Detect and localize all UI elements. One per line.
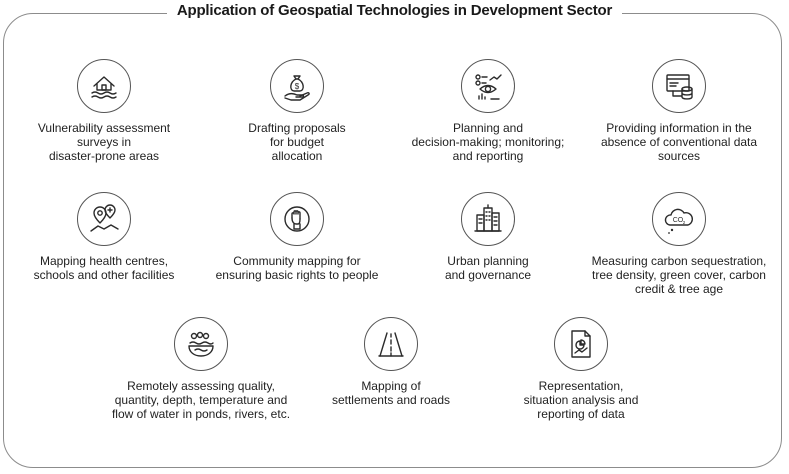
item-urban-planning (393, 192, 583, 282)
item-label: Representation, situation analysis and reporting of data (523, 379, 639, 421)
item-label: Urban planning and governance (444, 254, 532, 282)
svg-text:CO: CO (672, 217, 684, 224)
money-bag-hand-icon (270, 59, 324, 113)
item-label: Mapping of settlements and roads (331, 379, 451, 407)
item-label: Providing information in the absence of conventional data sources (600, 121, 758, 163)
co2-cloud-icon (652, 192, 706, 246)
svg-text:$: $ (294, 82, 300, 91)
item-representation-reporting (486, 317, 676, 421)
item-water-assessment (106, 317, 296, 421)
city-buildings-icon (461, 192, 515, 246)
raised-fist-icon (270, 192, 324, 246)
monitoring-eye-chart-icon (461, 59, 515, 113)
item-label: Vulnerability assessment surveys in disaster-prone areas (37, 121, 171, 163)
item-vulnerability-assessment (9, 59, 199, 163)
item-community-mapping (202, 192, 392, 282)
report-chart-icon (554, 317, 608, 371)
item-mapping-health-centres (9, 192, 199, 282)
item-label: Measuring carbon sequestration, tree density, green cover, carbon credit & tree age (591, 254, 767, 296)
database-screen-icon (652, 59, 706, 113)
item-label: Drafting proposals for budget allocation (248, 121, 346, 163)
map-pins-icon (77, 192, 131, 246)
item-planning-decision (393, 59, 583, 163)
item-label: Community mapping for ensuring basic rights to people (215, 254, 379, 282)
water-bowl-icon (174, 317, 228, 371)
item-measuring-carbon (584, 192, 774, 296)
house-flood-icon (77, 59, 131, 113)
page-title: Application of Geospatial Technologies in Development Sector (0, 2, 789, 19)
item-drafting-proposals (202, 59, 392, 163)
road-icon (364, 317, 418, 371)
svg-text:2: 2 (682, 220, 686, 225)
item-providing-information (584, 59, 774, 163)
item-mapping-settlements (296, 317, 486, 407)
item-label: Remotely assessing quality, quantity, depth, temperature and flow of water in ponds, rivers, etc. (111, 379, 291, 421)
item-label: Planning and decision-making; monitoring; and reporting (411, 121, 565, 163)
item-label: Mapping health centres, schools and other facilities (33, 254, 175, 282)
